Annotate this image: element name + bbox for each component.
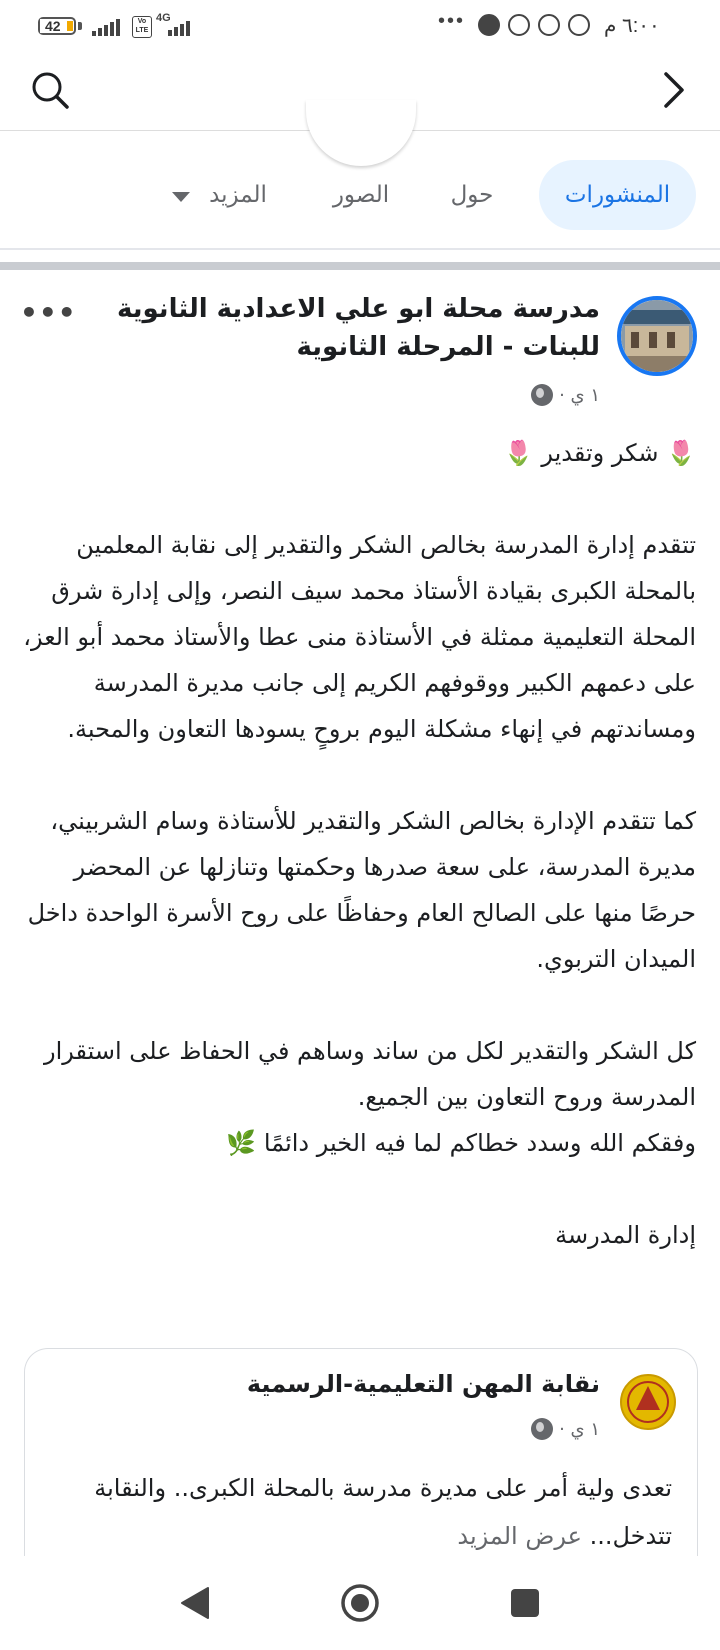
shared-page-name[interactable]: نقابة المهن التعليمية-الرسمية xyxy=(246,1370,600,1398)
recents-icon[interactable] xyxy=(509,1587,541,1619)
volte-icon: Vo LTE xyxy=(132,16,152,38)
shared-post-body: تعدى ولية أمر على مديرة مدرسة بالمحلة الكبرى.. والنقابة تتدخل... xyxy=(94,1474,672,1550)
status-more-dots: ••• xyxy=(438,10,466,32)
see-more-link[interactable]: عرض المزيد xyxy=(457,1522,582,1550)
page-avatar[interactable] xyxy=(617,296,697,376)
profile-picture-edge xyxy=(306,100,416,166)
network-type: 4G xyxy=(156,12,171,24)
tab-photos[interactable]: الصور xyxy=(332,182,390,208)
status-time: ٦:٠٠ م xyxy=(604,15,660,37)
shared-page-avatar[interactable] xyxy=(620,1374,676,1430)
whatsapp-business-icon xyxy=(538,14,560,36)
tab-posts[interactable]: المنشورات xyxy=(539,160,696,230)
post-text: 🌷 شكر وتقدير 🌷 تتقدم إدارة المدرسة بخالص الشكر والتقدير إلى نقابة المعلمين بالمحلة الكبرى بقيادة الأستاذ محمد سيف النصر، وإلى إدارة شرق المحلة التعليمية ممثلة في الأستاذة منى عطا والأستاذ محمد أبو العز، على دعمهم الكبير ووقوفهم الكريم إلى جانب مديرة المدرسة ومساندتهم في إنهاء مشكلة اليوم بروحٍ يسودها التعاون والمحبة. كما تتقدم الإدارة بخالص الشكر والتقدير للأستاذة وسام الشربيني، مديرة المدرسة، على سعة صدرها وحكمتها وتنازلها عن المحضر حرصًا منها على الصالح العام وحفاظًا على روح الأسرة الواحدة داخل الميدان التربوي. كل الشكر والتقدير لكل من ساند وساهم في الحفاظ على استقرار المدرسة وروح التعاون بين الجميع. وفقكم الله وسدد خطاكم لما فيه الخير دائمًا 🌿 إدارة المدرسة xyxy=(23,439,696,1249)
battery-icon xyxy=(38,17,76,35)
whatsapp-icon xyxy=(508,14,530,36)
shared-post-text xyxy=(52,1464,672,1560)
chevron-right-icon[interactable] xyxy=(660,70,688,110)
status-bar xyxy=(0,0,720,54)
shared-post-meta xyxy=(531,1418,600,1440)
system-navigation-bar xyxy=(0,1556,720,1650)
signal-icon-2 xyxy=(168,14,190,36)
back-icon[interactable] xyxy=(180,1586,210,1620)
globe-icon xyxy=(531,384,553,406)
home-icon[interactable] xyxy=(340,1583,380,1623)
tab-more[interactable]: المزيد xyxy=(209,182,267,208)
post-meta xyxy=(531,384,600,406)
post-page-name[interactable]: مدرسة محلة ابو علي الاعدادية الثانوية للبنات - المرحلة الثانوية xyxy=(116,294,600,362)
post-time: ١ ي · xyxy=(559,384,600,406)
globe-icon xyxy=(531,1418,553,1440)
shared-post-time: ١ ي · xyxy=(559,1418,600,1440)
signal-icon xyxy=(92,18,120,36)
battery-level: 42 xyxy=(45,18,61,34)
messenger-icon xyxy=(478,14,500,36)
caret-down-icon xyxy=(172,192,190,204)
alarm-icon xyxy=(568,14,590,36)
search-icon[interactable] xyxy=(30,70,70,110)
post-more-button[interactable]: ••• xyxy=(20,296,77,329)
tab-about[interactable]: حول xyxy=(450,182,494,208)
